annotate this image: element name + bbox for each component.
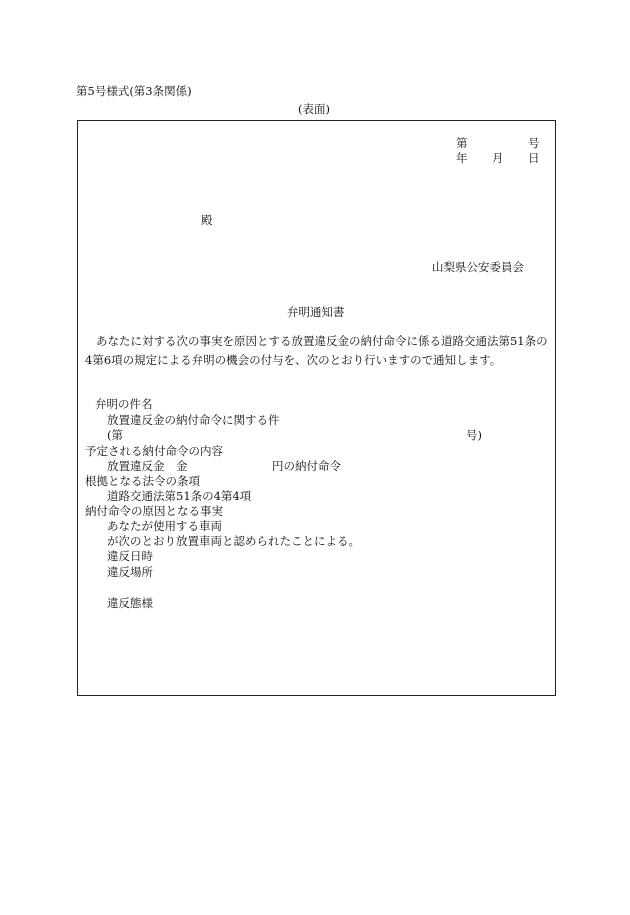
order-heading: 予定される納付命令の内容 [85, 444, 223, 458]
violation-manner-label: 違反態様 [107, 596, 153, 610]
subject-number-open: (第 [107, 428, 123, 442]
subject-heading: 弁明の件名 [95, 397, 153, 411]
cause-line-2: が次のとおり放置車両と認められたことによる。 [107, 534, 360, 548]
law-text: 道路交通法第51条の4第4項 [107, 489, 252, 503]
intro-paragraph: あなたに対する次の事実を原因とする放置違反金の納付命令に係る道路交通法第51条の4第6項の規定による弁明の機会の付与を、次のとおり行いますので通知します。 [85, 334, 548, 367]
side-label: (表面) [298, 102, 330, 116]
cause-line-1: あなたが使用する車両 [107, 519, 222, 533]
subject-number-close: 号) [466, 428, 482, 442]
number-suffix: 号 [528, 136, 540, 150]
law-heading: 根拠となる法令の条項 [85, 474, 200, 488]
number-prefix: 第 [456, 136, 468, 150]
violation-datetime-label: 違反日時 [107, 549, 153, 563]
subject-text: 放置違反金の納付命令に関する件 [107, 413, 280, 427]
document-title: 弁明通知書 [287, 305, 345, 319]
form-number-label: 第5号様式(第3条関係) [76, 84, 192, 98]
addressee-honorific: 殿 [201, 213, 213, 227]
date-year: 年 [456, 151, 468, 165]
date-day: 日 [528, 151, 540, 165]
cause-heading: 納付命令の原因となる事実 [85, 504, 223, 518]
order-amount-suffix: 円の納付命令 [272, 459, 341, 473]
violation-place-label: 違反場所 [107, 565, 153, 579]
issuer-name: 山梨県公安委員会 [432, 260, 524, 274]
date-month: 月 [492, 151, 504, 165]
order-amount-label: 放置違反金 金 [107, 459, 188, 473]
